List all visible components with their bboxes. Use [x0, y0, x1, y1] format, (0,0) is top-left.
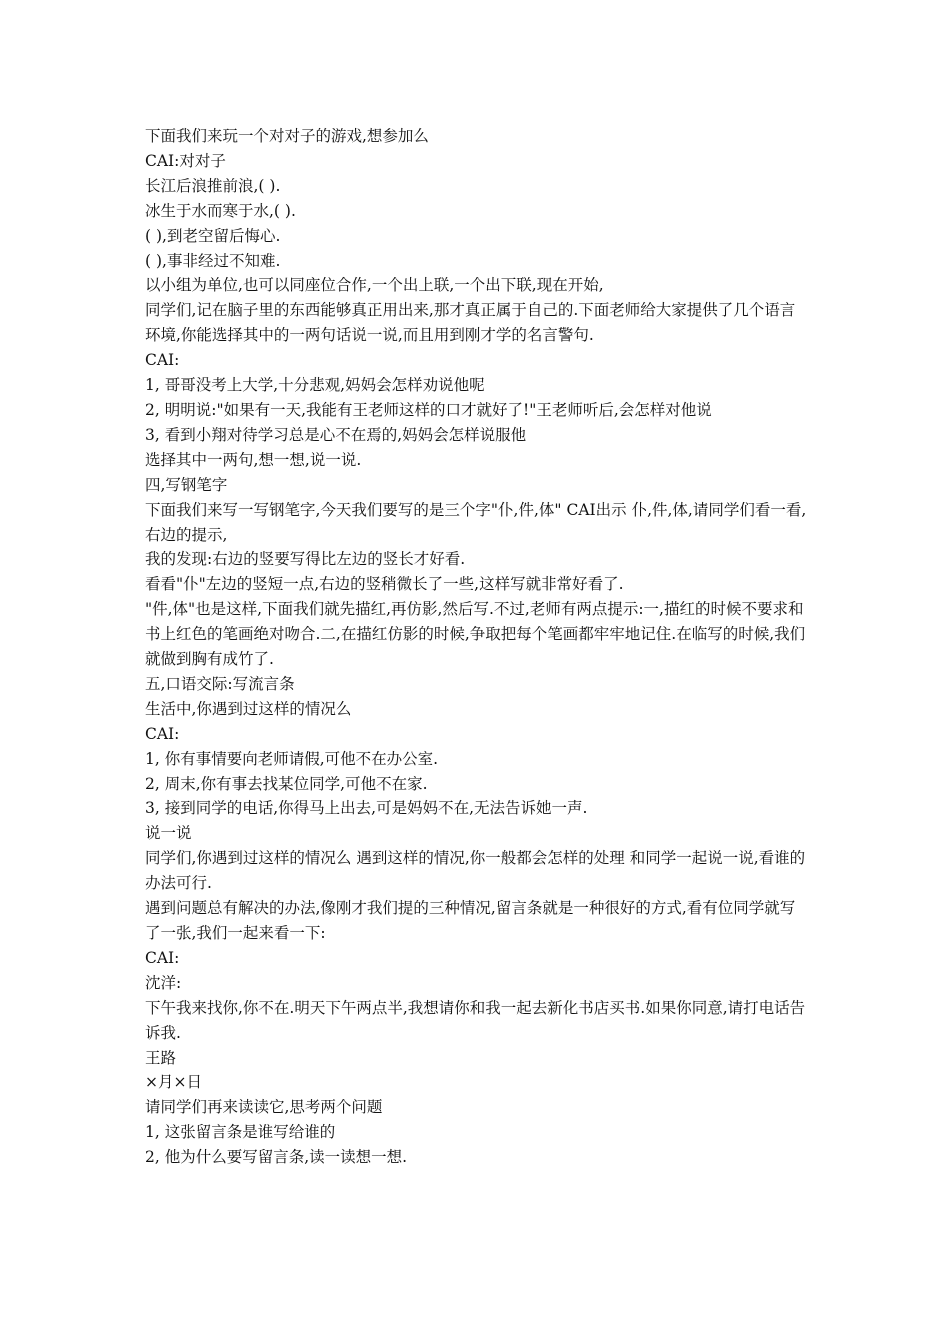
- text-line: 冰生于水而寒于水,( ).: [145, 201, 296, 220]
- text-line: CAI:: [145, 724, 180, 743]
- text-line: 看看"仆"左边的竖短一点,右边的竖稍微长了一些,这样写就非常好看了.: [145, 575, 624, 594]
- text-paragraph: "件,体"也是这样,下面我们就先描红,再仿影,然后写.不过,老师有两点提示:一,描红的时候不要求和书上红色的笔画绝对吻合.二,在描红仿影的时候,争取把每个笔画都牢牢地记住.在临写的时候,我们就做到胸有成竹了.: [145, 600, 806, 669]
- text-line: CAI:对对子: [145, 151, 226, 170]
- list-item: 3, 看到小翔对待学习总是心不在焉的,妈妈会怎样说服他: [145, 425, 527, 444]
- text-line: ( ),到老空留后悔心.: [145, 226, 281, 245]
- list-item: 2, 明明说:"如果有一天,我能有王老师这样的口才就好了!"王老师听后,会怎样对他说: [145, 400, 712, 419]
- list-item: 1, 哥哥没考上大学,十分悲观,妈妈会怎样劝说他呢: [145, 376, 485, 395]
- section-heading: 五,口语交际:写流言条: [145, 674, 295, 693]
- text-paragraph: 遇到问题总有解决的办法,像刚才我们提的三种情况,留言条就是一种很好的方式,看有位同学就写了一张,我们一起来看一下:: [145, 899, 796, 942]
- text-line: 请同学们再来读读它,思考两个问题: [145, 1098, 383, 1117]
- list-item: 3, 接到同学的电话,你得马上出去,可是妈妈不在,无法告诉她一声.: [145, 799, 588, 818]
- text-paragraph: 同学们,记在脑子里的东西能够真正用出来,那才真正属于自己的.下面老师给大家提供了几个语言环境,你能选择其中的一两句话说一说,而且用到刚才学的名言警句.: [145, 301, 796, 345]
- text-paragraph: 同学们,你遇到过这样的情况么 遇到这样的情况,你一般都会怎样的处理 和同学一起说一说,看谁的办法可行.: [145, 849, 806, 893]
- text-line: ( ),事非经过不知难.: [145, 251, 281, 270]
- text-line: 下面我们来玩一个对对子的游戏,想参加么: [145, 127, 429, 145]
- list-item: 1, 你有事情要向老师请假,可他不在办公室.: [145, 749, 439, 768]
- list-item: 2, 他为什么要写留言条,读一读想一想.: [145, 1148, 408, 1167]
- text-line: 说一说: [145, 824, 192, 843]
- text-line: 选择其中一两句,想一想,说一说.: [145, 450, 362, 469]
- text-paragraph: 下面我们来写一写钢笔字,今天我们要写的是三个字"仆,件,体" CAI出示 仆,件,体,请同学们看一看,右边的提示,: [145, 500, 807, 544]
- text-line: 长江后浪推前浪,( ).: [145, 176, 281, 195]
- text-line: 以小组为单位,也可以同座位合作,一个出上联,一个出下联,现在开始,: [145, 276, 604, 295]
- list-item: 1, 这张留言条是谁写给谁的: [145, 1123, 336, 1142]
- text-line: CAI:: [145, 948, 180, 967]
- section-heading: 四,写钢笔字: [145, 475, 228, 494]
- text-line: CAI:: [145, 351, 180, 370]
- note-salutation: 沈洋:: [145, 973, 182, 992]
- list-item: 2, 周末,你有事去找某位同学,可他不在家.: [145, 774, 428, 793]
- note-date: ×月×日: [145, 1073, 202, 1092]
- note-body: 下午我来找你,你不在.明天下午两点半,我想请你和我一起去新化书店买书.如果你同意,请打电话告诉我.: [145, 998, 806, 1042]
- text-line: 生活中,你遇到过这样的情况么: [145, 699, 352, 718]
- text-line: 我的发现:右边的竖要写得比左边的竖长才好看.: [145, 550, 466, 569]
- document-page: [145, 124, 810, 1170]
- note-signature: 王路: [145, 1048, 177, 1067]
